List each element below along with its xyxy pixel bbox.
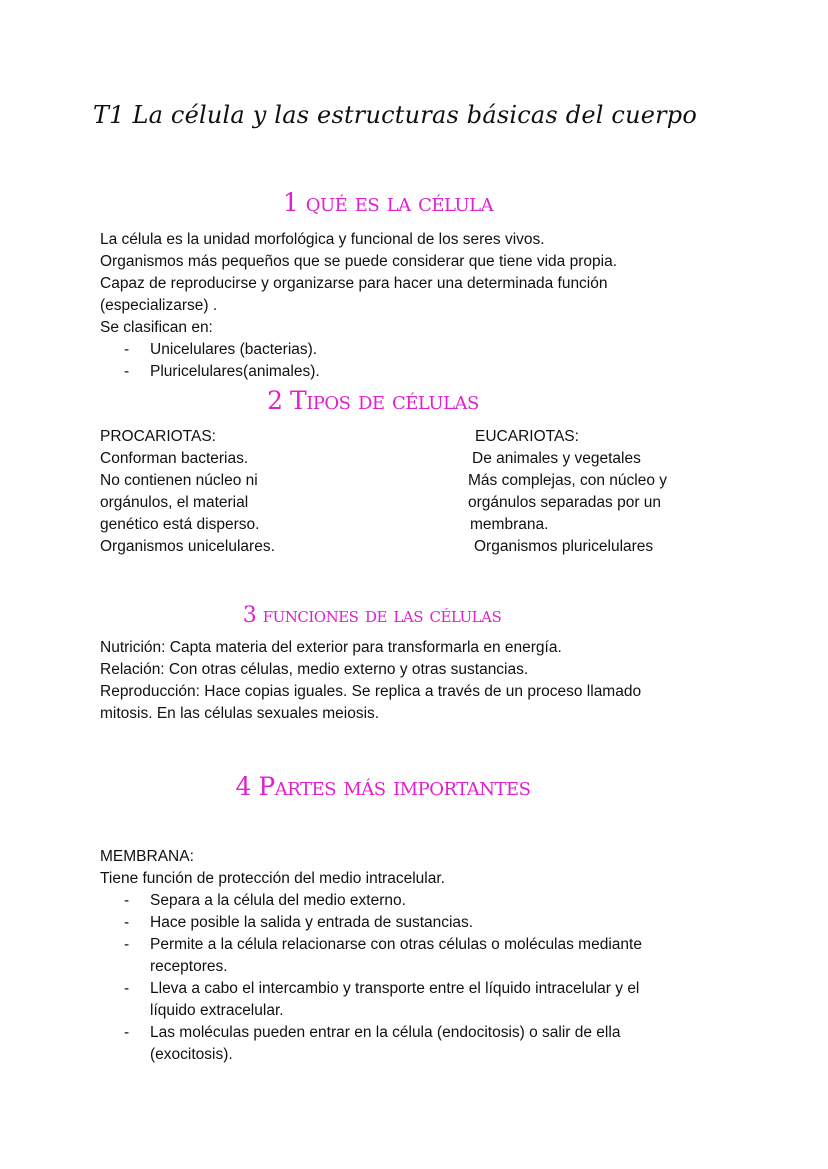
section-heading-3: 3 funciones de las células — [242, 603, 502, 628]
subsection-label: MEMBRANA: — [100, 848, 194, 865]
list-item: Pluricelulares(animales). — [150, 363, 320, 380]
bullet-dash: - — [124, 1024, 130, 1041]
paragraph-line: Reproducción: Hace copias iguales. Se replica a través de un proceso llamado — [100, 683, 642, 700]
list-item: Unicelulares (bacterias). — [150, 341, 318, 358]
paragraph-line: Nutrición: Capta materia del exterior para transformarla en energía. — [100, 639, 562, 656]
left-column-line: PROCARIOTAS: — [100, 428, 216, 445]
left-column-line: No contienen núcleo ni — [100, 472, 258, 489]
section-heading-4: 4 Partes más importantes — [235, 772, 531, 801]
right-column-line: orgánulos separadas por un — [468, 494, 662, 511]
paragraph-line: Organismos más pequeños que se puede considerar que tiene vida propia. — [100, 253, 617, 270]
right-column-line: De animales y vegetales — [472, 450, 641, 467]
left-column-line: Organismos unicelulares. — [100, 538, 275, 555]
list-item: Lleva a cabo el intercambio y transporte entre el líquido intracelular y el — [150, 980, 640, 997]
list-item-continuation: (exocitosis). — [150, 1046, 233, 1063]
section-heading-2: 2 Tipos de células — [267, 386, 479, 415]
list-item-continuation: líquido extracelular. — [150, 1002, 284, 1019]
paragraph-line: Capaz de reproducirse y organizarse para hacer una determinada función — [100, 275, 608, 292]
document-title: T1 La célula y las estructuras básicas del cuerpo — [92, 101, 698, 129]
bullet-dash: - — [124, 363, 130, 380]
right-column-line: membrana. — [470, 516, 549, 533]
bullet-dash: - — [124, 892, 130, 909]
bullet-dash: - — [124, 980, 130, 997]
right-column-line: Más complejas, con núcleo y — [468, 472, 668, 489]
list-item-continuation: receptores. — [150, 958, 228, 975]
left-column-line: Conforman bacterias. — [100, 450, 249, 467]
list-item: Permite a la célula relacionarse con otras células o moléculas mediante — [150, 936, 642, 953]
right-column-line: Organismos pluricelulares — [474, 538, 654, 555]
paragraph-line: mitosis. En las células sexuales meiosis. — [100, 705, 380, 722]
paragraph-line: Se clasifican en: — [100, 319, 213, 336]
list-item: Las moléculas pueden entrar en la célula (endocitosis) o salir de ella — [150, 1024, 621, 1041]
paragraph-line: Tiene función de protección del medio intracelular. — [100, 870, 445, 887]
bullet-dash: - — [124, 914, 130, 931]
bullet-dash: - — [124, 341, 130, 358]
left-column-line: orgánulos, el material — [100, 494, 249, 511]
list-item: Hace posible la salida y entrada de sustancias. — [150, 914, 474, 931]
left-column-line: genético está disperso. — [100, 516, 260, 533]
list-item: Separa a la célula del medio externo. — [150, 892, 406, 909]
paragraph-line: La célula es la unidad morfológica y funcional de los seres vivos. — [100, 231, 545, 248]
paragraph-line: (especializarse) . — [100, 297, 218, 314]
paragraph-line: Relación: Con otras células, medio externo y otras sustancias. — [100, 661, 529, 678]
right-column-line: EUCARIOTAS: — [475, 428, 579, 445]
section-heading-1: 1 qué es la célula — [282, 188, 494, 217]
bullet-dash: - — [124, 936, 130, 953]
